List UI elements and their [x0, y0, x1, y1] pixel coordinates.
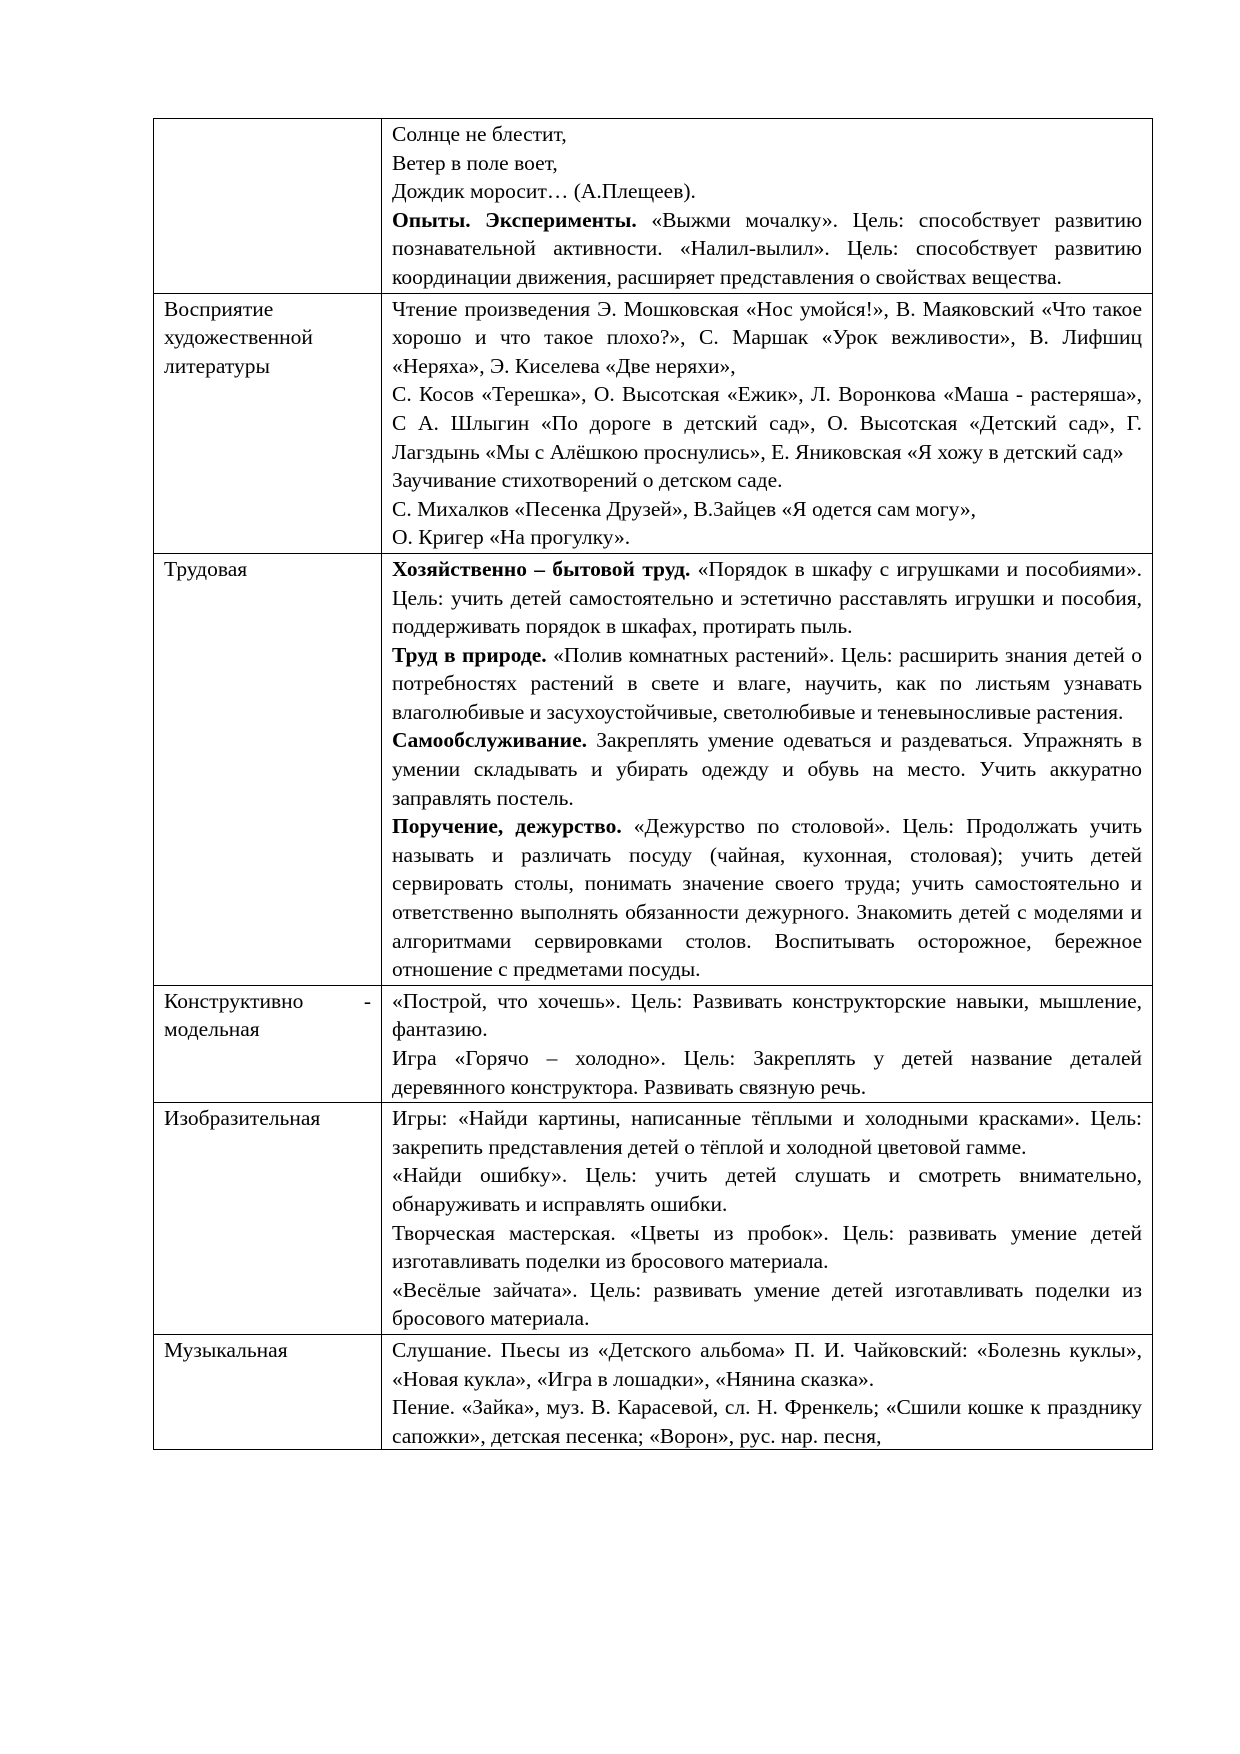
- listening-paragraph: Слушание. Пьесы из «Детского альбома» П. И. Чайковский: «Болезнь куклы», «Новая кукла», «Игра в лошадки», «Нянина сказка».: [392, 1337, 1142, 1391]
- build-paragraph: «Построй, что хочешь». Цель: Развивать конструкторские навыки, мышление, фантазию.: [392, 988, 1142, 1042]
- reading-paragraph-continued: С. Косов «Терешка», О. Высотская «Ежик», Л. Воронкова «Маша - растеряша», С А. Шлыгин «По дороге в детский сад», О. Высотская «Детский сад», Г. Лагздынь «Мы с Алёшкою проснулись», Е. Яниковская «Я хожу в детский сад»: [392, 382, 1142, 464]
- duty-heading: Поручение, дежурство.: [392, 814, 622, 839]
- singing-paragraph: Пение. «Зайка», муз. В. Карасевой, сл. Н. Френкель; «Сшили кошке к празднику сапожки», детская песенка; «Ворон», рус. нар. песня,: [392, 1395, 1142, 1448]
- content-cell: [382, 119, 1153, 294]
- area-cell-labor: Трудовая: [154, 553, 382, 985]
- workshop-paragraph: Творческая мастерская. «Цветы из пробок». Цель: развивать умение детей изготавливать поделки из бросового материала.: [392, 1220, 1142, 1274]
- music-content: [392, 1336, 1142, 1448]
- selfcare-paragraph: [392, 726, 1142, 812]
- bunnies-paragraph: «Весёлые зайчата». Цель: развивать умение детей изготавливать поделки из бросового материала.: [392, 1277, 1142, 1331]
- area-label-line: литературы: [164, 353, 270, 378]
- table-row: [154, 985, 1153, 1102]
- poem-line: Ветер в поле воет,: [392, 150, 558, 175]
- table-row: [154, 553, 1153, 985]
- content-cell: [382, 1334, 1153, 1449]
- reading-paragraph: Чтение произведения Э. Мошковская «Нос умойся!», В. Маяковский «Что такое хорошо и что такое плохо?», С. Маршак «Урок вежливости», В. Лифшиц «Неряха», Э. Киселева «Две неряхи»,: [392, 296, 1142, 378]
- area-cell-literature: [154, 293, 382, 553]
- table-row: [154, 1334, 1153, 1449]
- area-label-line: художественной: [164, 325, 313, 350]
- content-cell: [382, 293, 1153, 553]
- household-paragraph: [392, 555, 1142, 641]
- game-paragraph: Игра «Горячо – холодно». Цель: Закреплять у детей название деталей деревянного конструктора. Развивать связную речь.: [392, 1046, 1142, 1099]
- table-row: [154, 1103, 1153, 1335]
- poem-line: Дождик моросит… (А.Плещеев).: [392, 179, 696, 204]
- area-cell-construction: [154, 985, 382, 1102]
- duty-paragraph: [392, 812, 1142, 984]
- nature-heading: Труд в природе.: [392, 642, 547, 667]
- area-label-line: Восприятие: [164, 296, 274, 321]
- poems-line: С. Михалков «Песенка Друзей», В.Зайцев «Я одется сам могу»,: [392, 496, 977, 521]
- area-label-line: Конструктивно -: [164, 988, 371, 1013]
- selfcare-text: Закреплять умение одеваться и раздеваться. Упражнять в умении складывать и убирать одежду и обувь на место. Учить аккуратно заправлять постель.: [392, 728, 1142, 810]
- area-cell-empty: [154, 119, 382, 294]
- content-cell: [382, 985, 1153, 1102]
- memorize-line: Заучивание стихотворений о детском саде.: [392, 468, 783, 493]
- content-cell: [382, 553, 1153, 985]
- poem-line: Солнце не блестит,: [392, 122, 567, 146]
- area-cell-music: Музыкальная: [154, 1334, 382, 1449]
- nature-text: «Полив комнатных растений». Цель: расширить знания детей о потребностях растений в свете и влаге, научить, как по листьям узнавать влаголюбивые и засухоустойчивые, светолюбивые и теневыносливые растения.: [392, 642, 1142, 724]
- household-heading: Хозяйственно – бытовой труд.: [392, 556, 691, 581]
- poems-line: О. Кригер «На прогулку».: [392, 525, 631, 550]
- selfcare-heading: Самообслуживание.: [392, 728, 587, 753]
- experiments-heading: Опыты. Эксперименты.: [392, 207, 637, 232]
- duty-text: «Дежурство по столовой». Цель: Продолжать учить называть и различать посуду (чайная, кухонная, столовая); учить детей сервировать столы, понимать значение своего труда; учить самостоятельно и ответственно выполнять обязанности дежурного. Знакомить детей с моделями и алгоритмами сервировками столов. Воспитывать осторожное, бережное отношение с предметами посуды.: [392, 814, 1142, 982]
- experiments-paragraph: [392, 206, 1142, 292]
- games-paragraph: Игры: «Найди картины, написанные тёплыми и холодными красками». Цель: закрепить представления детей о тёплой и холодной цветовой гамме.: [392, 1106, 1142, 1159]
- nature-paragraph: [392, 641, 1142, 727]
- household-text: «Порядок в шкафу с игрушками и пособиями». Цель: учить детей самостоятельно и эстетично расставлять игрушки и пособия, поддерживать порядок в шкафах, протирать пыль.: [392, 556, 1142, 639]
- activity-plan-table: [153, 118, 1153, 1450]
- mistake-paragraph: «Найди ошибку». Цель: учить детей слушать и смотреть внимательно, обнаруживать и исправлять ошибки.: [392, 1163, 1142, 1216]
- experiments-text: «Выжми мочалку». Цель: способствует развитию познавательной активности. «Налил-вылил». Цель: способствует развитию координации движения, расширяет представления о свойствах вещества.: [392, 207, 1143, 289]
- area-label-line: модельная: [164, 1017, 260, 1042]
- table-row: [154, 293, 1153, 553]
- area-cell-visual-arts: Изобразительная: [154, 1103, 382, 1335]
- table-row: [154, 119, 1153, 294]
- content-cell: [382, 1103, 1153, 1335]
